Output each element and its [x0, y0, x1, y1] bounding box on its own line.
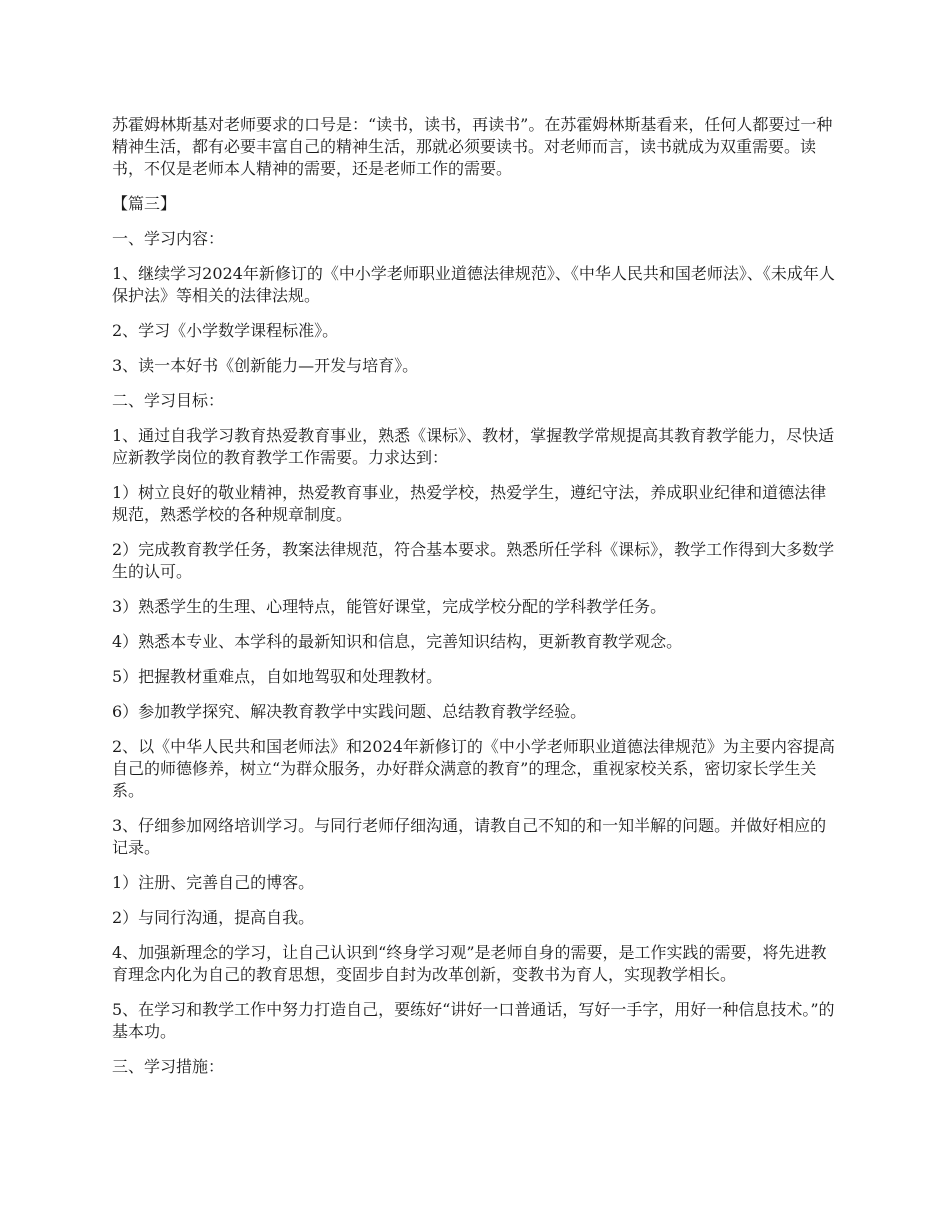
list-item: 3、读一本好书《创新能力—开发与培育》。 — [112, 356, 419, 375]
subheading-learning-content: 一、学习内容： — [112, 229, 225, 248]
sub-list-item: 5）把握教材重难点，自如地驾驭和处理教材。 — [112, 667, 443, 686]
sub-list-item: 1）注册、完善自己的博客。 — [112, 873, 315, 892]
sub-list-item: 6）参加教学探究、解决教育教学中实践问题、总结教育教学经验。 — [112, 702, 587, 721]
list-item: 4、加强新理念的学习，让自己认识到“终身学习观”是老师自身的需要，是工作实践的需要，将先进教育理念内化为自己的教育思想，变固步自封为改革创新，变教书为育人，实现教学相长。 — [112, 943, 827, 984]
list-item: 2、以《中华人民共和国老师法》和2024年新修订的《中小学老师职业道德法律规范》为主要内容提高自己的师德修养，树立“为群众服务，办好群众满意的教育”的理念，重视家校关系，密切家长学生关系。 — [112, 737, 835, 800]
list-item: 3、仔细参加网络培训学习。与同行老师仔细沟通，请教自己不知的和一知半解的问题。并做好相应的记录。 — [112, 816, 827, 857]
sub-list-item: 1）树立良好的敬业精神，热爱教育事业，热爱学校，热爱学生，遵纪守法，养成职业纪律和道德法律规范，熟悉学校的各种规章制度。 — [112, 483, 827, 524]
sub-list-item: 4）熟悉本专业、本学科的最新知识和信息，完善知识结构，更新教育教学观念。 — [112, 632, 683, 651]
sub-list-item: 2）完成教育教学任务，教案法律规范，符合基本要求。熟悉所任学科《课标》，教学工作得到大多数学生的认可。 — [112, 540, 835, 581]
sub-list-item: 3）熟悉学生的生理、心理特点，能管好课堂，完成学校分配的学科教学任务。 — [112, 597, 667, 616]
intro-paragraph: 苏霍姆林斯基对老师要求的口号是：“读书，读书，再读书”。在苏霍姆林斯基看来，任何人都要过一种精神生活，都有必要丰富自己的精神生活，那就必须要读书。对老师而言，读书就成为双重需要。读书，不仅是老师本人精神的需要，还是老师工作的需要。 — [112, 115, 833, 178]
subheading-learning-measures: 三、学习措施： — [112, 1057, 225, 1076]
list-item: 1、继续学习2024年新修订的《中小学老师职业道德法律规范》、《中华人民共和国老师法》、《未成年人保护法》等相关的法律法规。 — [112, 264, 835, 305]
section-heading: 【篇三】 — [112, 194, 177, 213]
list-item: 5、在学习和教学工作中努力打造自己，要练好“讲好一口普通话，写好一手字，用好一种信息技术。”的基本功。 — [112, 1000, 835, 1041]
list-item: 2、学习《小学数学课程标准》。 — [112, 321, 339, 340]
sub-list-item: 2）与同行沟通，提高自我。 — [112, 908, 315, 927]
subheading-learning-goals: 二、学习目标： — [112, 391, 225, 410]
list-item: 1、通过自我学习教育热爱教育事业，熟悉《课标》、教材，掌握教学常规提高其教育教学能力，尽快适应新教学岗位的教育教学工作需要。力求达到： — [112, 426, 835, 467]
